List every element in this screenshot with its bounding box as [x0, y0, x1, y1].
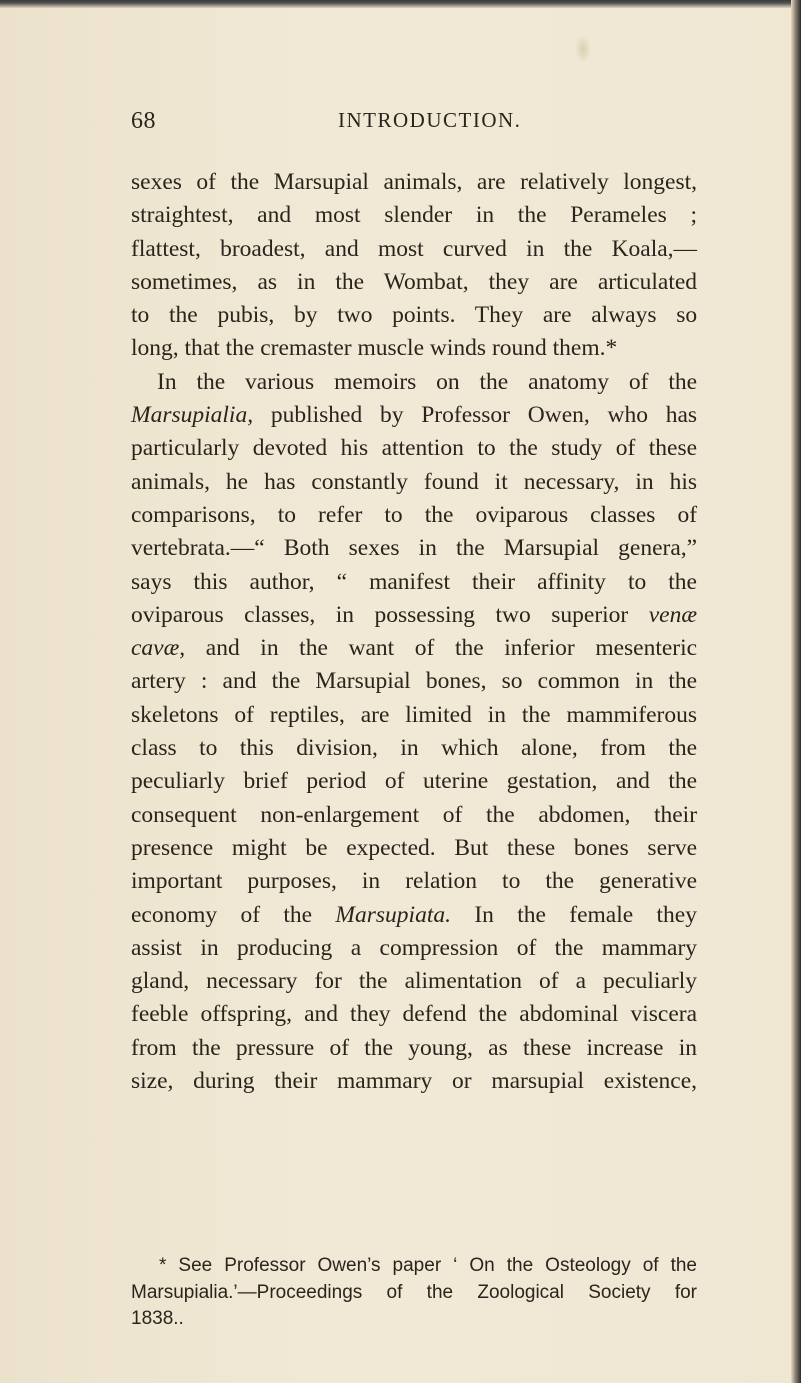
text-line: presence might be expected. But these bones serve: [131, 834, 698, 861]
page-right-edge: [791, 0, 801, 1383]
text-line: Marsupialia, published by Professor Owen, who has: [131, 402, 698, 429]
footnote: [131, 1253, 697, 1333]
text-line: to the pubis, by two points. They are always so: [131, 302, 698, 329]
text-line: flattest, broadest, and most curved in the Koala,—: [131, 235, 698, 262]
page-number: 68: [131, 108, 156, 134]
text-line: comparisons, to refer to the oviparous classes of: [131, 501, 698, 528]
text-line: In the various memoirs on the anatomy of the: [157, 368, 698, 395]
text-line: from the pressure of the young, as these increase in: [131, 1034, 698, 1061]
footnote-line: * See Professor Owen’s paper ‘ On the Osteology of the: [159, 1255, 697, 1276]
text-line: size, during their mammary or marsupial existence,: [131, 1068, 698, 1095]
running-head: INTRODUCTION.: [338, 108, 522, 132]
text-line: straightest, and most slender in the Perameles ;: [131, 202, 698, 229]
text-line: says this author, “ manifest their affinity to the: [131, 568, 697, 595]
text-line: cavæ, and in the want of the inferior mesenteric: [131, 635, 698, 662]
text-line: economy of the Marsupiata. In the female they: [131, 901, 697, 928]
paper-stain: [575, 35, 591, 63]
text-line: animals, he has constantly found it necessary, in his: [131, 468, 697, 495]
text-line: class to this division, in which alone, from the: [131, 735, 698, 762]
text-line: peculiarly brief period of uterine gestation, and the: [131, 768, 698, 795]
text-line: long, that the cremaster muscle winds round them.*: [131, 335, 618, 362]
text-line: important purposes, in relation to the generative: [131, 868, 697, 895]
page-top-edge: [0, 0, 801, 8]
body-text: [131, 166, 697, 1098]
text-line: skeletons of reptiles, are limited in the mammiferous: [131, 701, 698, 728]
text-line: vertebrata.—“ Both sexes in the Marsupial genera,”: [131, 535, 698, 562]
page-header: [131, 108, 696, 140]
text-line: sometimes, as in the Wombat, they are articulated: [131, 268, 698, 295]
text-line: feeble offspring, and they defend the abdominal viscera: [131, 1001, 698, 1028]
text-line: artery : and the Marsupial bones, so common in the: [131, 668, 698, 695]
text-line: oviparous classes, in possessing two superior venæ: [131, 601, 698, 628]
text-line: consequent non-enlargement of the abdomen, their: [131, 801, 698, 828]
footnote-line: 1838..: [131, 1308, 184, 1329]
text-line: assist in producing a compression of the mammary: [131, 934, 698, 961]
text-line: sexes of the Marsupial animals, are relatively longest,: [131, 169, 698, 195]
text-line: particularly devoted his attention to the study of these: [131, 435, 698, 462]
footnote-line: Marsupialia.’—Proceedings of the Zoological Society for: [131, 1281, 697, 1303]
text-line: gland, necessary for the alimentation of a peculiarly: [131, 968, 698, 995]
